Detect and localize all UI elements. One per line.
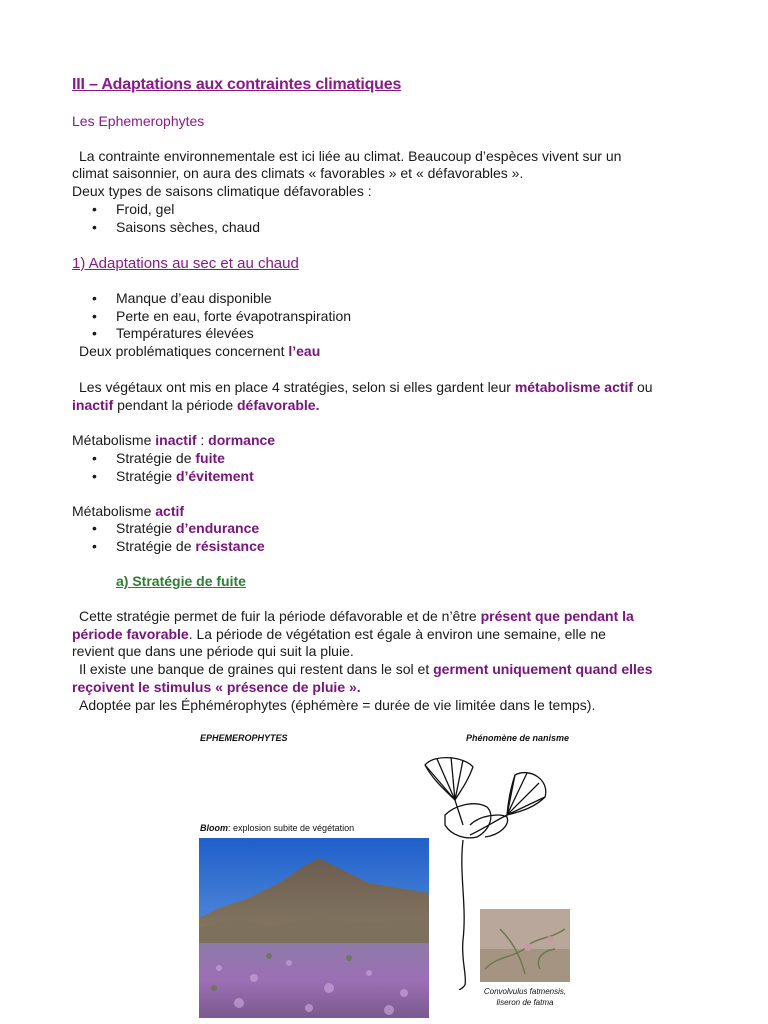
problem-line: Deux problématiques concernent l’eau bbox=[79, 343, 321, 359]
section-title: III – Adaptations aux contraintes climatiques bbox=[72, 76, 402, 93]
figure-credit: Convolvulus fatmensis, liseron de fatma bbox=[483, 987, 567, 1007]
intro-line-2: climat saisonnier, on aura des climats « favorables » et « défavorables ». bbox=[72, 165, 524, 181]
inactive-metabolism: Métabolisme inactif : dormance bbox=[72, 432, 276, 448]
list-item: • Froid, gel bbox=[116, 201, 174, 217]
fuite-line-5: reçoivent le stimulus « présence de pluie ». bbox=[72, 679, 361, 695]
intro-line-3: Deux types de saisons climatique défavorables : bbox=[72, 183, 372, 199]
fuite-line-1: Cette stratégie permet de fuir la période défavorable et de n’être présent que pendant la bbox=[79, 608, 634, 624]
bloom-caption: Bloom: explosion subite de végétation bbox=[200, 823, 355, 833]
strategies-line-1: Les végétaux ont mis en place 4 stratégies, selon si elles gardent leur métabolisme actif ou bbox=[79, 379, 653, 395]
heading-a: a) Stratégie de fuite bbox=[116, 573, 246, 589]
list-item: • Stratégie de résistance bbox=[116, 538, 265, 554]
convolvulus-photo bbox=[480, 909, 570, 982]
active-metabolism: Métabolisme actif bbox=[72, 503, 185, 519]
bloom-photo bbox=[199, 838, 429, 1018]
list-item: • Manque d’eau disponible bbox=[116, 290, 272, 306]
fuite-line-6: Adoptée par les Éphémérophytes (éphémère = durée de vie limitée dans le temps). bbox=[79, 697, 596, 713]
figure-left-title: EPHEMEROPHYTES bbox=[200, 733, 288, 743]
fuite-line-2: période favorable. La période de végétation est égale à environ une semaine, elle ne bbox=[72, 626, 606, 642]
heading-1: 1) Adaptations au sec et au chaud bbox=[72, 255, 299, 272]
subtitle: Les Ephemerophytes bbox=[72, 113, 205, 129]
fuite-line-3: revient que dans une période qui suit la pluie. bbox=[72, 643, 354, 659]
list-item: • Stratégie d’évitement bbox=[116, 468, 254, 484]
list-item: • Perte en eau, forte évapotranspiration bbox=[116, 308, 351, 324]
strategies-line-2: inactif pendant la période défavorable. bbox=[72, 397, 320, 413]
list-item: • Températures élevées bbox=[116, 325, 254, 341]
list-item: • Stratégie de fuite bbox=[116, 450, 225, 466]
intro-line-1: La contrainte environnementale est ici liée au climat. Beaucoup d’espèces vivent sur un bbox=[79, 148, 622, 164]
figure-right-title: Phénomène de nanisme bbox=[466, 733, 570, 743]
list-item: • Stratégie d’endurance bbox=[116, 520, 259, 536]
fuite-line-4: Il existe une banque de graines qui restent dans le sol et germent uniquement quand elles bbox=[79, 661, 653, 677]
list-item: • Saisons sèches, chaud bbox=[116, 219, 260, 235]
